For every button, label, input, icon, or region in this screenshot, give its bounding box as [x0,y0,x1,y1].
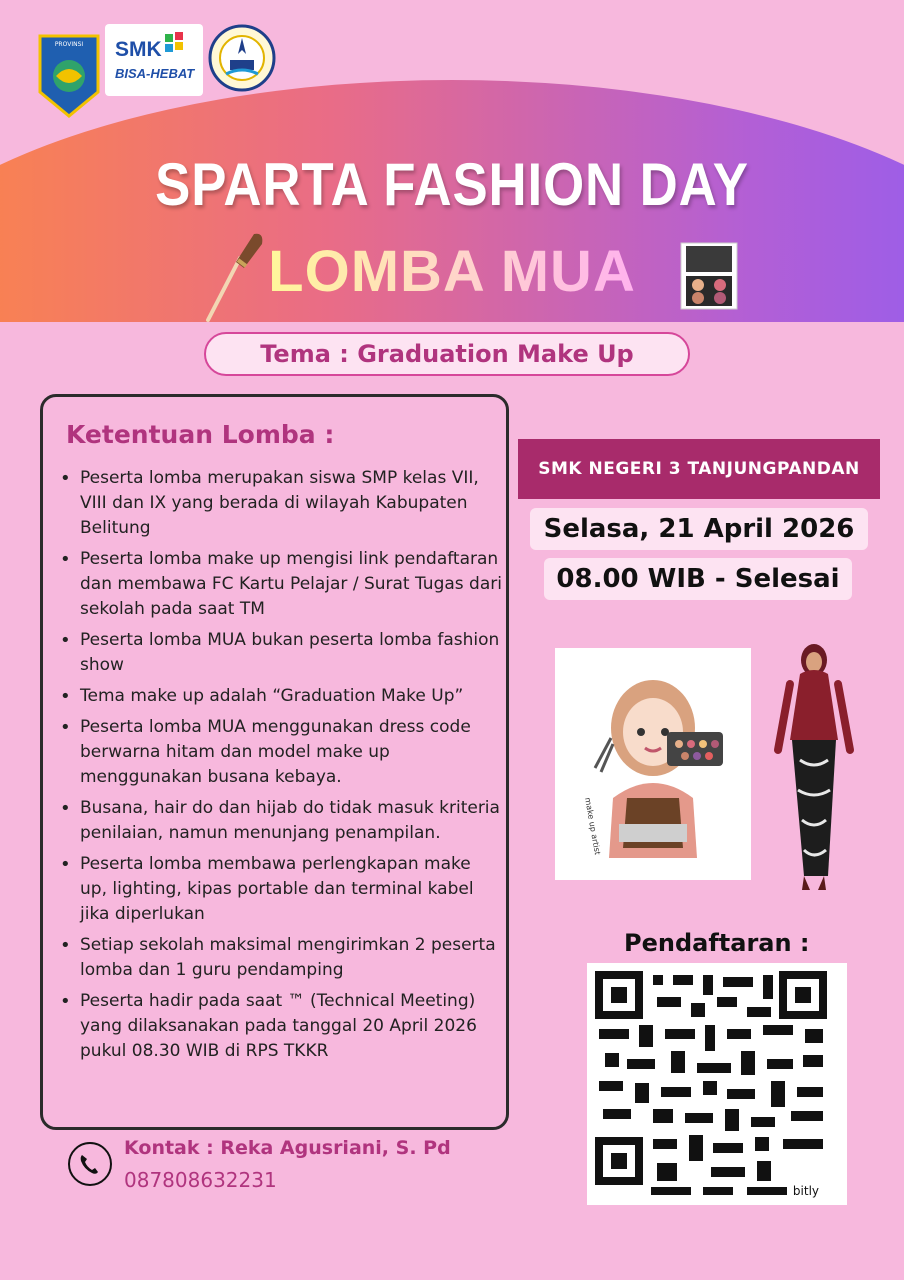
rule-item: • Busana, hair do dan hijab do tidak masuk kriteria penilaian, namun menunjang penampilan. [56,796,502,846]
kebaya-model-illustration [770,640,858,898]
rules-heading: Ketentuan Lomba : [66,420,335,449]
event-title: SPARTA FASHION DAY [155,151,749,218]
smk-logo-square-blue [165,44,173,52]
registration-qr-code[interactable] [587,963,847,1205]
event-subtitle-text: LOMBA MUA [268,239,636,304]
rules-list [56,466,502,1070]
province-emblem-logo [38,32,100,118]
rule-item: • Peserta lomba make up mengisi link pendaftaran dan membawa FC Kartu Pelajar / Surat Tugas dari sekolah pada saat TM [56,547,502,622]
contact-name: Kontak : Reka Agusriani, S. Pd [124,1137,451,1159]
rule-item: • Peserta lomba MUA bukan peserta lomba fashion show [56,628,502,678]
smk-logo-square-red [175,32,183,40]
province-emblem-text: PROVINSI [54,41,84,48]
smk-logo-line2: BISA-HEBAT [115,66,195,81]
rule-item: • Tema make up adalah “Graduation Make Up” [56,684,502,709]
phone-glyph-icon [70,1144,110,1184]
smk-logo-line1: SMK [115,38,162,61]
smk-bisa-hebat-logo [105,24,203,96]
rule-item: • Peserta lomba membawa perlengkapan make up, lighting, kipas portable dan terminal kabel jika diperlukan [56,852,502,927]
smk-logo-square-green [165,34,173,42]
rule-item: • Peserta lomba merupakan siswa SMP kelas VII, VIII dan IX yang berada di wilayah Kabupaten Belitung [56,466,502,541]
makeup-artist-badge: make up artist [583,796,602,856]
school-seal-logo [208,24,276,92]
phone-icon [68,1142,112,1186]
rule-item: • Setiap sekolah maksimal mengirimkan 2 peserta lomba dan 1 guru pendamping [56,933,502,983]
eyeshadow-palette-icon [680,242,738,310]
rule-item: • Peserta hadir pada saat ™ (Technical Meeting) yang dilaksanakan pada tanggal 20 April 2026 pukul 08.30 WIB di RPS TKKR [56,989,502,1064]
event-date: Selasa, 21 April 2026 [530,508,868,550]
venue-banner: SMK NEGERI 3 TANJUNGPANDAN [518,439,880,499]
makeup-artist-illustration [555,648,751,880]
event-time: 08.00 WIB - Selesai [544,558,852,600]
registration-label: Pendaftaran : [624,929,810,957]
event-subtitle [0,238,904,305]
rule-item: • Peserta lomba MUA menggunakan dress code berwarna hitam dan model make up menggunakan busana kebaya. [56,715,502,790]
qr-caption: bitly [792,1184,819,1198]
contact-phone[interactable]: 087808632231 [124,1168,277,1192]
smk-logo-square-yellow [175,42,183,50]
theme-label: Tema : Graduation Make Up [204,332,690,376]
